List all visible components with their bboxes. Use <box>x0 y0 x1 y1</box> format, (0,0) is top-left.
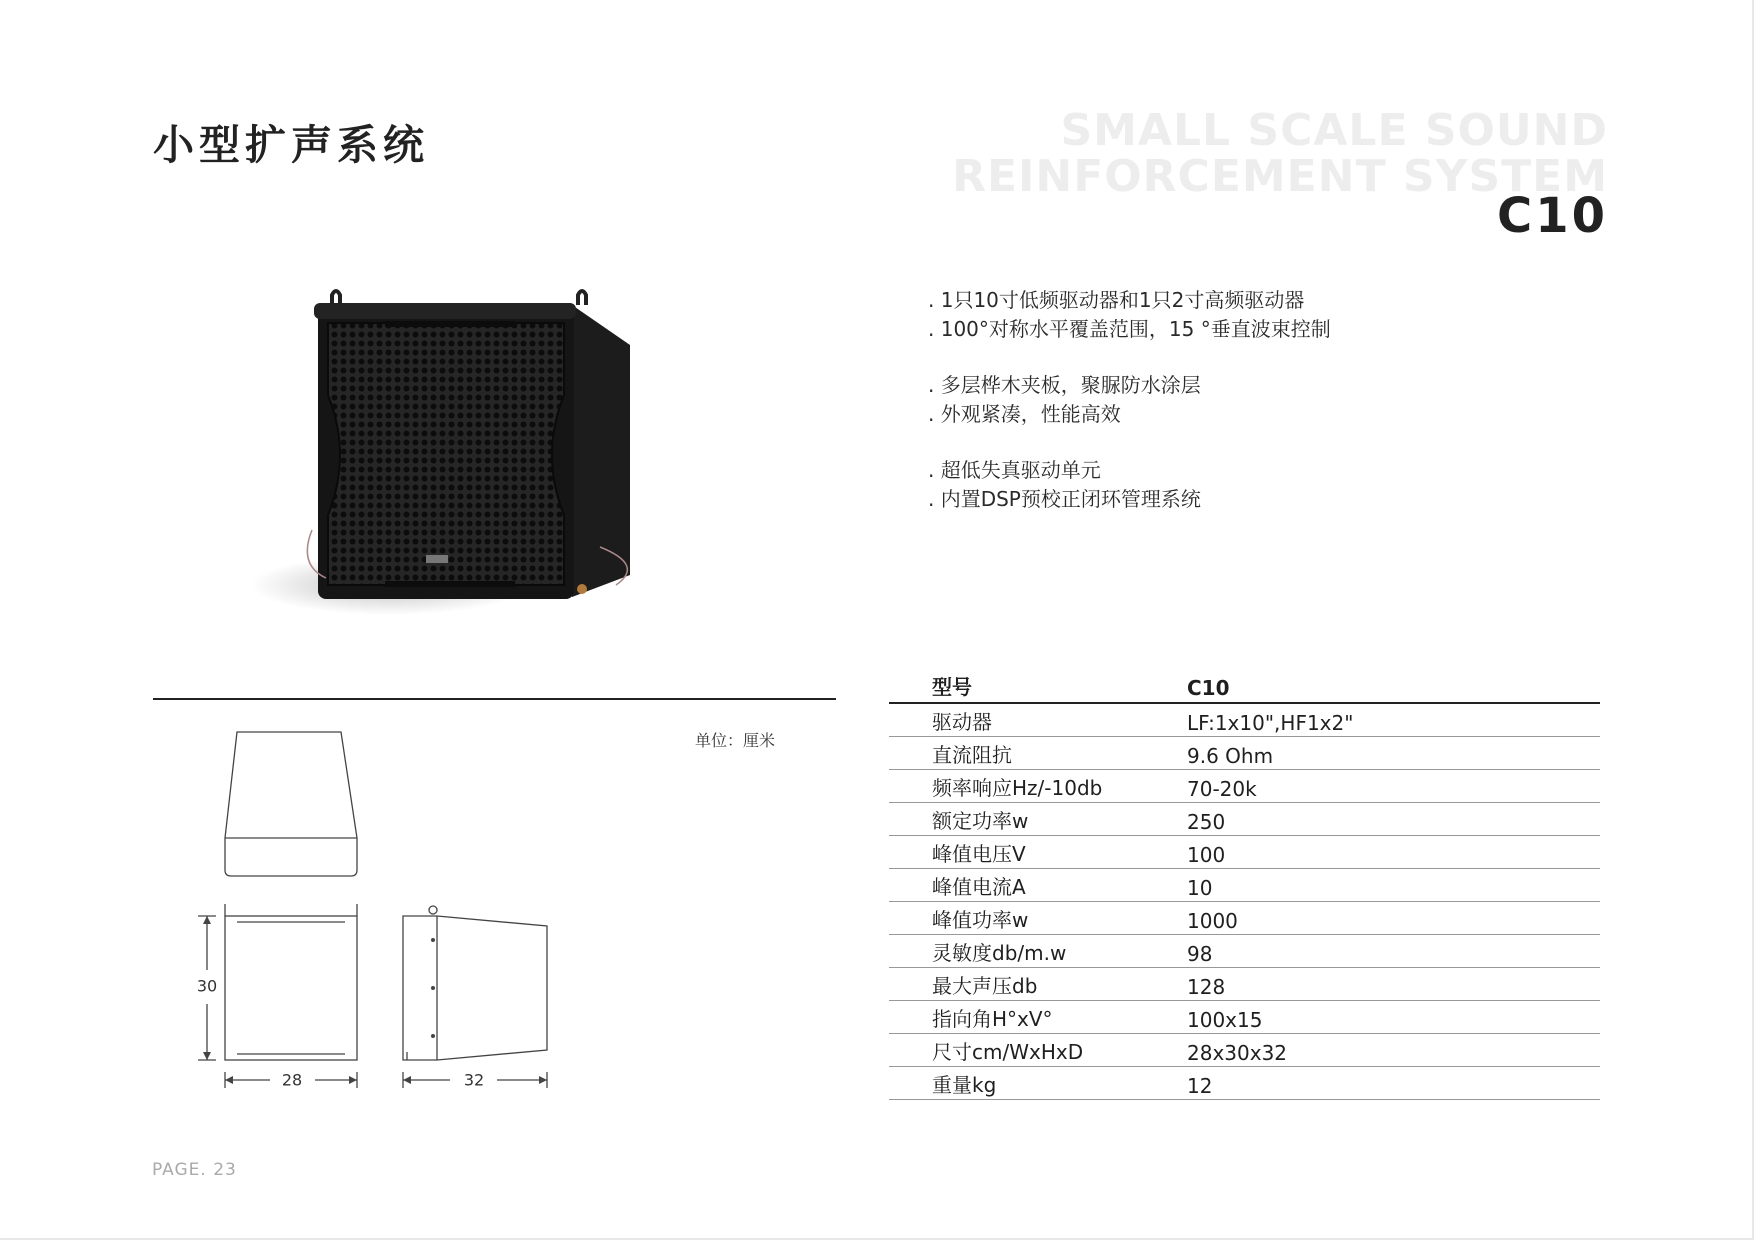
table-row <box>889 737 1600 770</box>
depth-label: 32 <box>463 1070 485 1090</box>
spec-value: 28x30x32 <box>1187 1034 1600 1067</box>
spec-value: 98 <box>1187 935 1600 968</box>
table-row <box>889 770 1600 803</box>
width-label: 28 <box>281 1070 303 1090</box>
spec-name: 峰值功率w <box>889 902 1187 935</box>
spec-name: 峰值电流A <box>889 869 1187 902</box>
spec-value: 128 <box>1187 968 1600 1001</box>
spec-name: 尺寸cm/WxHxD <box>889 1034 1187 1067</box>
feature-item: . 1只10寸低频驱动器和1只2寸高频驱动器 <box>928 288 1305 312</box>
spec-value: 100 <box>1187 836 1600 869</box>
table-row <box>889 968 1600 1001</box>
page-title: 小型扩声系统 <box>153 121 429 169</box>
spec-name: 频率响应Hz/-10db <box>889 770 1187 803</box>
table-row <box>889 836 1600 869</box>
feature-item: . 多层桦木夹板，聚脲防水涂层 <box>928 373 1201 397</box>
spec-header-name: 型号 <box>889 668 1187 703</box>
spec-header-value: C10 <box>1187 668 1600 703</box>
spec-name: 灵敏度db/m.w <box>889 935 1187 968</box>
spec-value: 70-20k <box>1187 770 1600 803</box>
feature-item: . 100°对称水平覆盖范围，15 °垂直波束控制 <box>928 317 1331 341</box>
section-divider <box>153 698 836 700</box>
spec-name: 最大声压db <box>889 968 1187 1001</box>
english-title-line-2: REINFORCEMENT SYSTEM <box>952 151 1608 202</box>
table-row <box>889 902 1600 935</box>
spec-value: LF:1x10",HF1x2" <box>1187 703 1600 737</box>
spec-table <box>889 668 1600 1100</box>
table-row <box>889 935 1600 968</box>
speaker-product-image <box>240 285 640 620</box>
feature-item: . 超低失真驱动单元 <box>928 458 1101 482</box>
spec-name: 驱动器 <box>889 703 1187 737</box>
page-number: PAGE. 23 <box>152 1160 237 1180</box>
feature-item: . 内置DSP预校正闭环管理系统 <box>928 487 1201 511</box>
front-view-outline <box>225 916 357 1060</box>
feature-list <box>928 286 1331 514</box>
spec-value: 1000 <box>1187 902 1600 935</box>
spec-value: 100x15 <box>1187 1001 1600 1034</box>
unit-label: 单位：厘米 <box>695 731 776 750</box>
spec-name: 指向角H°xV° <box>889 1001 1187 1034</box>
table-row <box>889 1034 1600 1067</box>
model-name: C10 <box>1496 188 1608 244</box>
top-view-outline <box>225 732 357 876</box>
table-row <box>889 803 1600 836</box>
spec-name: 额定功率w <box>889 803 1187 836</box>
spec-header-row <box>889 668 1600 703</box>
spec-value: 12 <box>1187 1067 1600 1100</box>
feature-item: . 外观紧凑，性能高效 <box>928 402 1121 426</box>
spec-name: 峰值电压V <box>889 836 1187 869</box>
spec-value: 10 <box>1187 869 1600 902</box>
table-row <box>889 1067 1600 1100</box>
table-row <box>889 1001 1600 1034</box>
table-row <box>889 869 1600 902</box>
english-title <box>952 105 1608 202</box>
height-label: 30 <box>196 976 218 996</box>
side-view-outline <box>403 916 547 1060</box>
spec-value: 9.6 Ohm <box>1187 737 1600 770</box>
spec-name: 直流阻抗 <box>889 737 1187 770</box>
english-title-line-1: SMALL SCALE SOUND <box>1060 105 1608 156</box>
spec-value: 250 <box>1187 803 1600 836</box>
table-row <box>889 703 1600 737</box>
dimension-drawing <box>175 720 575 1100</box>
spec-name: 重量kg <box>889 1067 1187 1100</box>
